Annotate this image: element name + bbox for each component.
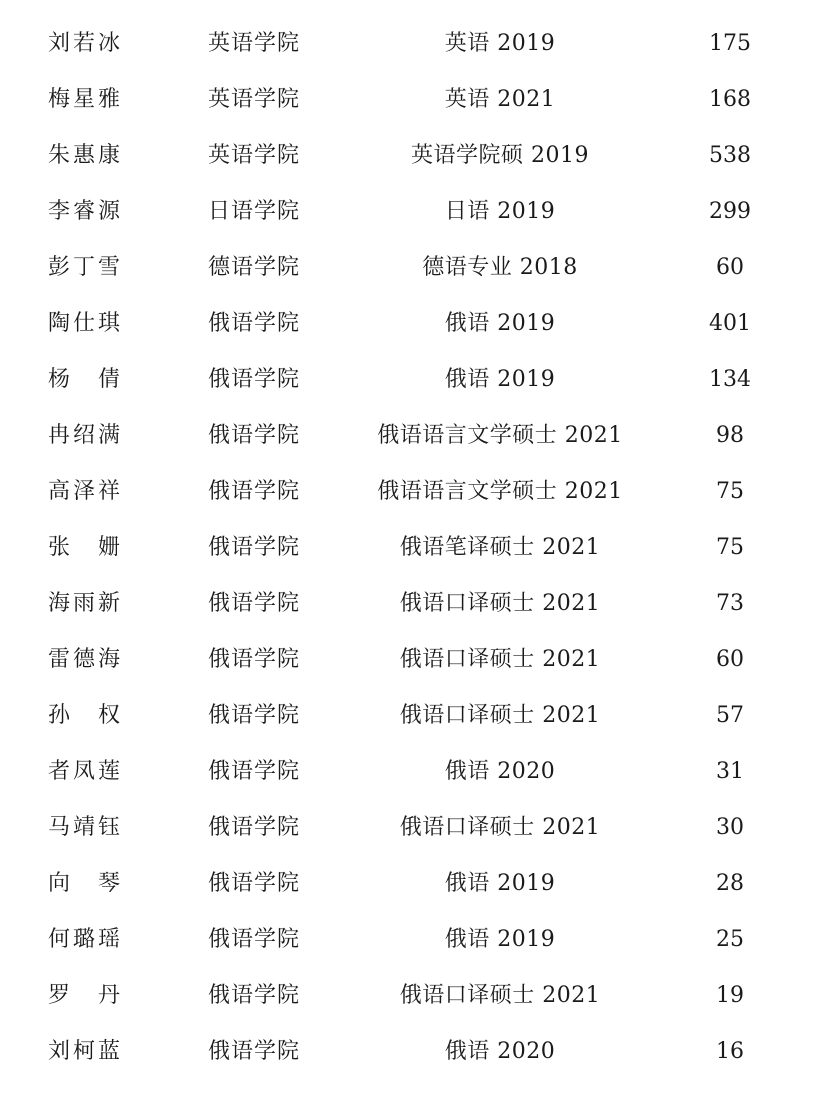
college-name: 俄语学院	[208, 591, 301, 616]
college-name: 俄语学院	[208, 983, 301, 1008]
student-name: 者凤莲	[48, 759, 124, 784]
student-name: 陶仕琪	[48, 311, 124, 336]
count-value: 299	[709, 199, 751, 224]
count-value: 30	[716, 815, 744, 840]
college-name: 英语学院	[208, 143, 301, 168]
college-name: 俄语学院	[208, 367, 301, 392]
count-value: 60	[716, 255, 744, 280]
student-name: 李睿源	[48, 199, 124, 224]
college-name: 俄语学院	[208, 871, 301, 896]
college-name: 俄语学院	[208, 1039, 301, 1064]
college-name: 俄语学院	[208, 423, 301, 448]
college-name: 俄语学院	[208, 535, 301, 560]
college-name: 英语学院	[208, 31, 301, 56]
student-name: 高泽祥	[48, 479, 124, 504]
major-class: 俄语 2019	[444, 367, 556, 392]
count-value: 401	[709, 311, 751, 336]
table-row	[0, 352, 821, 408]
major-class: 英语学院硕 2019	[411, 143, 589, 168]
table-row	[0, 800, 821, 856]
count-value: 75	[716, 535, 744, 560]
college-name: 俄语学院	[208, 311, 301, 336]
college-name: 日语学院	[208, 199, 301, 224]
table-row	[0, 128, 821, 184]
student-name: 彭丁雪	[48, 255, 124, 280]
college-name: 俄语学院	[208, 759, 301, 784]
major-class: 俄语 2019	[444, 311, 556, 336]
student-name: 梅星雅	[48, 87, 124, 112]
major-class: 德语专业 2018	[422, 255, 578, 280]
major-class: 英语 2019	[444, 31, 556, 56]
student-name: 海雨新	[48, 591, 124, 616]
major-class: 俄语语言文学硕士 2021	[377, 423, 623, 448]
college-name: 俄语学院	[208, 479, 301, 504]
college-name: 俄语学院	[208, 815, 301, 840]
count-value: 31	[716, 759, 744, 784]
student-name: 雷德海	[48, 647, 124, 672]
student-name: 杨 倩	[48, 367, 124, 392]
table-row	[0, 72, 821, 128]
table-row	[0, 688, 821, 744]
college-name: 俄语学院	[208, 647, 301, 672]
student-name: 何璐瑶	[48, 927, 124, 952]
student-name: 刘柯蓝	[48, 1039, 124, 1064]
count-value: 538	[709, 143, 751, 168]
count-value: 25	[716, 927, 744, 952]
major-class: 俄语笔译硕士 2021	[399, 535, 601, 560]
count-value: 175	[709, 31, 751, 56]
major-class: 俄语口译硕士 2021	[399, 703, 601, 728]
table-row	[0, 240, 821, 296]
table-row	[0, 856, 821, 912]
student-name: 张 姗	[48, 535, 124, 560]
table-row	[0, 1024, 821, 1080]
major-class: 俄语 2020	[444, 759, 556, 784]
table-row	[0, 184, 821, 240]
count-value: 16	[716, 1039, 744, 1064]
major-class: 俄语口译硕士 2021	[399, 591, 601, 616]
student-name: 孙 权	[48, 703, 124, 728]
table-row	[0, 464, 821, 520]
college-name: 德语学院	[208, 255, 301, 280]
count-value: 168	[709, 87, 751, 112]
table-row	[0, 968, 821, 1024]
table-row	[0, 16, 821, 72]
table-row	[0, 520, 821, 576]
table-row	[0, 408, 821, 464]
college-name: 俄语学院	[208, 703, 301, 728]
table-row	[0, 632, 821, 688]
student-name: 马靖钰	[48, 815, 124, 840]
count-value: 98	[716, 423, 744, 448]
major-class: 俄语口译硕士 2021	[399, 983, 601, 1008]
major-class: 俄语口译硕士 2021	[399, 815, 601, 840]
major-class: 俄语口译硕士 2021	[399, 647, 601, 672]
college-name: 英语学院	[208, 87, 301, 112]
student-name: 冉绍满	[48, 423, 124, 448]
table-row	[0, 576, 821, 632]
count-value: 134	[709, 367, 751, 392]
major-class: 俄语 2020	[444, 1039, 556, 1064]
major-class: 英语 2021	[444, 87, 556, 112]
student-name: 刘若冰	[48, 31, 124, 56]
student-name: 向 琴	[48, 871, 124, 896]
major-class: 俄语语言文学硕士 2021	[377, 479, 623, 504]
student-table	[0, 16, 821, 1080]
count-value: 73	[716, 591, 744, 616]
college-name: 俄语学院	[208, 927, 301, 952]
count-value: 28	[716, 871, 744, 896]
table-row	[0, 912, 821, 968]
major-class: 俄语 2019	[444, 871, 556, 896]
count-value: 60	[716, 647, 744, 672]
major-class: 俄语 2019	[444, 927, 556, 952]
table-row	[0, 744, 821, 800]
table-row	[0, 296, 821, 352]
student-name: 罗 丹	[48, 983, 124, 1008]
major-class: 日语 2019	[444, 199, 556, 224]
count-value: 75	[716, 479, 744, 504]
count-value: 57	[716, 703, 744, 728]
student-name: 朱惠康	[48, 143, 124, 168]
count-value: 19	[716, 983, 744, 1008]
